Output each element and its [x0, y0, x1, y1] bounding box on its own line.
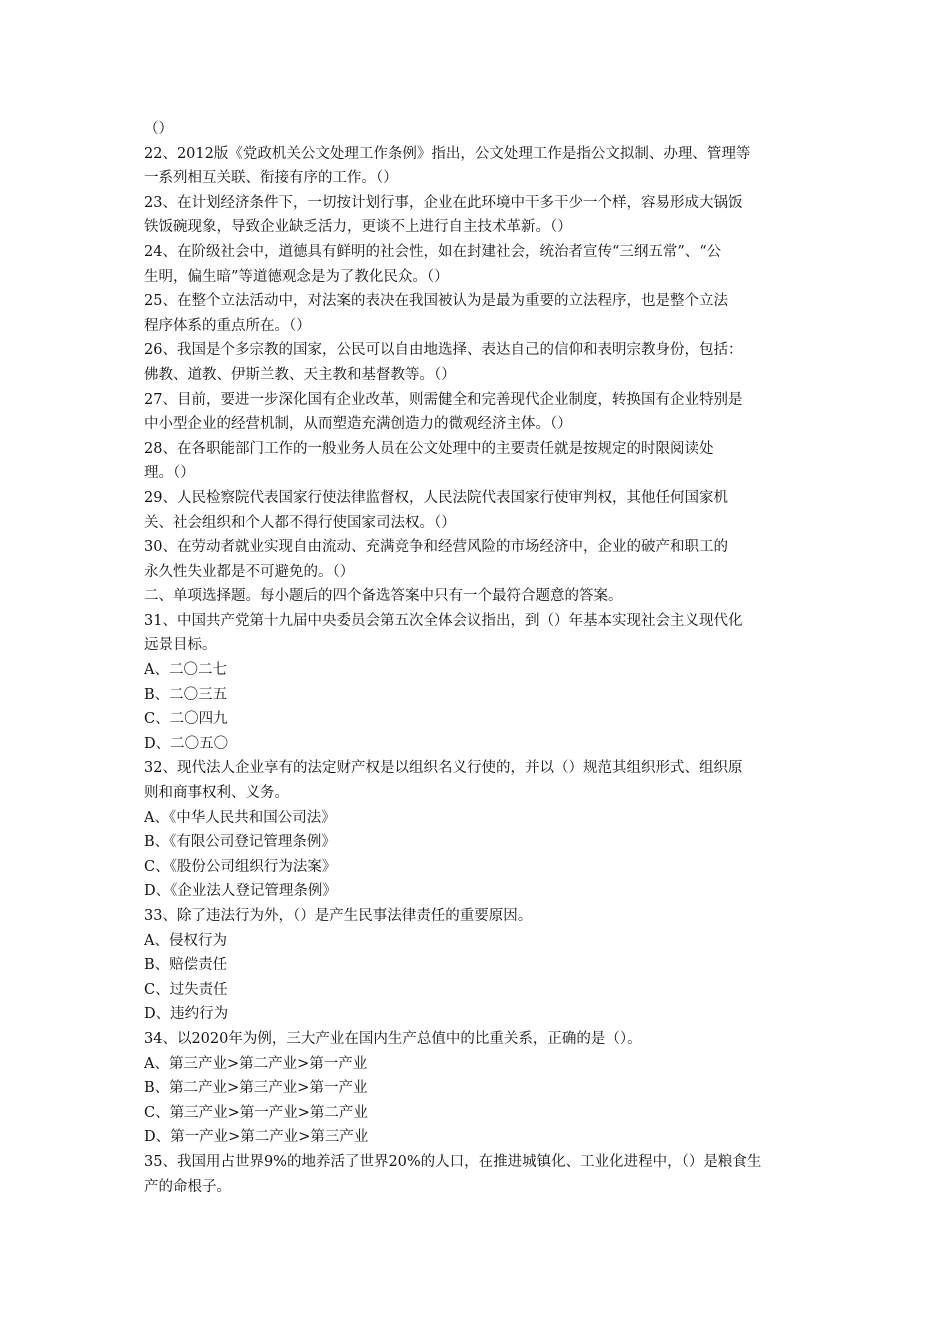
question-31-option-a: A、二〇二七 — [144, 662, 227, 679]
question-24-line-1: 24、在阶级社会中，道德具有鲜明的社会性，如在封建社会，统治者宣传“三纲五常”、“公 — [144, 243, 722, 260]
question-33-option-c: C、过失责任 — [144, 981, 228, 998]
question-32-line-2: 则和商事权利、义务。 — [144, 785, 289, 802]
question-33-option-b: B、赔偿责任 — [144, 957, 228, 974]
question-33-option-a: A、侵权行为 — [144, 932, 227, 949]
question-32-option-c: C、《股份公司组织行为法案》 — [144, 858, 337, 875]
question-28-line-1: 28、在各职能部门工作的一般业务人员在公文处理中的主要责任就是按规定的时限阅读处 — [144, 440, 714, 457]
question-34-option-c: C、第三产业>第一产业>第二产业 — [144, 1104, 368, 1121]
question-29-line-2: 关、社会组织和个人都不得行使国家司法权。（） — [144, 514, 456, 531]
question-27-line-1: 27、目前，要进一步深化国有企业改革，则需健全和完善现代企业制度，转换国有企业特别是 — [144, 391, 743, 408]
question-31-option-c: C、二〇四九 — [144, 711, 228, 728]
question-34-option-b: B、第二产业>第三产业>第一产业 — [144, 1080, 368, 1097]
question-31-option-d: D、二〇五〇 — [144, 735, 229, 752]
question-27-line-2: 中小型企业的经营机制，从而塑造充满创造力的微观经济主体。（） — [144, 416, 572, 433]
question-25-line-1: 25、在整个立法活动中，对法案的表决在我国被认为是最为重要的立法程序，也是整个立法 — [144, 293, 728, 310]
question-29-line-1: 29、人民检察院代表国家行使法律监督权，人民法院代表国家行使审判权，其他任何国家机 — [144, 489, 728, 506]
question-22-line-1: 22、2012版《党政机关公文处理工作条例》指出，公文处理工作是指公文拟制、办理、管理等 — [144, 145, 751, 162]
question-26-line-1: 26、我国是个多宗教的国家，公民可以自由地选择、表达自己的信仰和表明宗教身份，包括： — [144, 342, 743, 359]
question-35-line-2: 产的命根子。 — [144, 1178, 231, 1195]
question-26-line-2: 佛教、道教、伊斯兰教、天主教和基督教等。（） — [144, 366, 456, 383]
question-34-line-1: 34、以2020年为例，三大产业在国内生产总值中的比重关系，正确的是（）。 — [144, 1030, 642, 1047]
question-33-line-1: 33、除了违法行为外，（）是产生民事法律责任的重要原因。 — [144, 908, 533, 924]
question-32-option-a: A、《中华人民共和国公司法》 — [144, 809, 336, 826]
question-31-line-2: 远景目标。 — [144, 637, 217, 654]
question-25-line-2: 程序体系的重点所在。（） — [144, 317, 311, 334]
question-30-line-1: 30、在劳动者就业实现自由流动、充满竞争和经营风险的市场经济中，企业的破产和职工的 — [144, 539, 728, 556]
question-24-line-2: 生明，偏生暗”等道德观念是为了教化民众。（） — [144, 268, 449, 285]
question-33-option-d: D、违约行为 — [144, 1006, 229, 1023]
section-title: 二、单项选择题。每小题后的四个备选答案中只有一个最符合题意的答案。 — [144, 588, 623, 605]
document-page — [144, 117, 810, 1199]
question-34-option-d: D、第一产业>第二产业>第三产业 — [144, 1129, 369, 1146]
question-22-line-2: 一系列相互关联、衔接有序的工作。（） — [144, 170, 398, 187]
question-34-option-a: A、第三产业>第二产业>第一产业 — [144, 1055, 368, 1072]
question-31-option-b: B、二〇三五 — [144, 686, 228, 703]
text-line: （） — [144, 121, 173, 137]
question-32-option-b: B、《有限公司登记管理条例》 — [144, 834, 336, 851]
question-23-line-1: 23、在计划经济条件下，一切按计划行事，企业在此环境中干多干少一个样，容易形成大锅饭 — [144, 194, 743, 211]
question-32-line-1: 32、现代法人企业享有的法定财产权是以组织名义行使的，并以（）规范其组织形式、组织原 — [144, 760, 743, 777]
question-30-line-2: 永久性失业都是不可避免的。（） — [144, 563, 355, 580]
question-23-line-2: 铁饭碗现象，导致企业缺乏活力，更谈不上进行自主技术革新。（） — [144, 219, 572, 236]
question-32-option-d: D、《企业法人登记管理条例》 — [144, 883, 337, 900]
question-31-line-1: 31、中国共产党第十九届中央委员会第五次全体会议指出，到（）年基本实现社会主义现代化 — [144, 612, 743, 629]
question-28-line-2: 理。（） — [144, 465, 195, 482]
question-35-line-1: 35、我国用占世界9%的地养活了世界20%的人口，在推进城镇化、工业化进程中，（）是粮食生 — [144, 1153, 762, 1170]
